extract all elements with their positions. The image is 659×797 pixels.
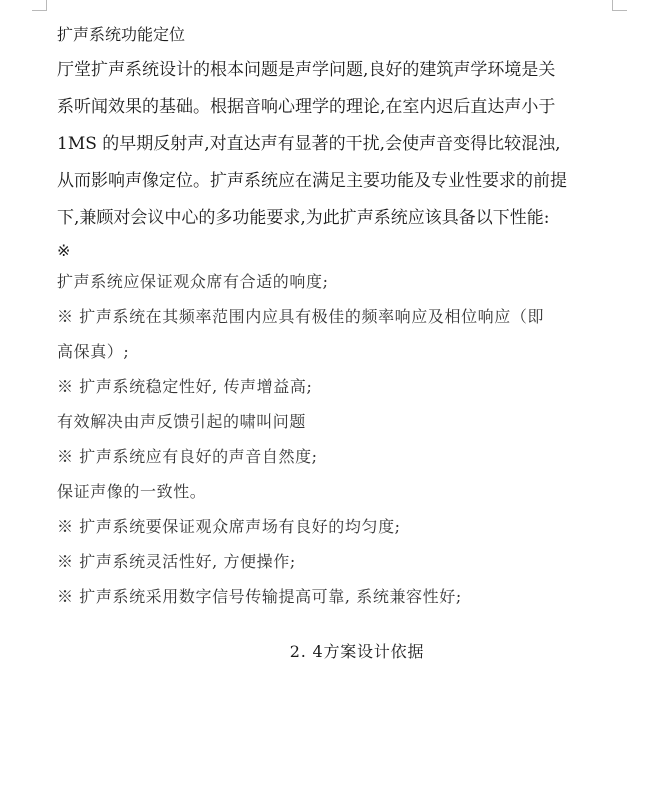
list-item: ※ 扩声系统要保证观众席声场有良好的均匀度; <box>57 517 401 536</box>
list-item-continuation: 高保真）; <box>57 342 130 361</box>
paragraph-line: 从而影响声像定位。扩声系统应在满足主要功能及专业性要求的前提 <box>57 171 567 191</box>
paragraph-line: 1MS 的早期反射声,对直达声有显著的干扰,会使声音变得比较混浊, <box>57 134 561 154</box>
paragraph-line: 系听闻效果的基础。根据音响心理学的理论,在室内迟后直达声小于 <box>57 97 556 117</box>
list-item: ※ 扩声系统应有良好的声音自然度; <box>57 447 318 466</box>
document-body[interactable] <box>57 17 617 669</box>
list-item: ※ 扩声系统采用数字信号传输提高可靠, 系统兼容性好; <box>57 587 462 606</box>
list-item: 扩声系统应保证观众席有合适的响度; <box>57 272 329 291</box>
paragraph-line: 下,兼顾对会议中心的多功能要求,为此扩声系统应该具备以下性能: <box>57 208 550 228</box>
page-corner-mark-left <box>32 0 47 11</box>
section-title: 扩声系统功能定位 <box>57 25 186 44</box>
list-item: ※ 扩声系统稳定性好, 传声增益高; <box>57 377 313 396</box>
page-corner-mark-right <box>612 0 627 11</box>
list-item: ※ 扩声系统灵活性好, 方便操作; <box>57 552 296 571</box>
list-item: ※ 扩声系统在其频率范围内应具有极佳的频率响应及相位响应（即 <box>57 307 545 326</box>
section-heading: 2. 4方案设计依据 <box>289 642 425 661</box>
list-item: 保证声像的一致性。 <box>57 482 207 501</box>
paragraph-line: 厅堂扩声系统设计的根本问题是声学问题,良好的建筑声学环境是关 <box>57 60 556 80</box>
reference-mark: ※ <box>57 241 71 260</box>
list-item: 有效解决由声反馈引起的啸叫问题 <box>57 412 307 431</box>
